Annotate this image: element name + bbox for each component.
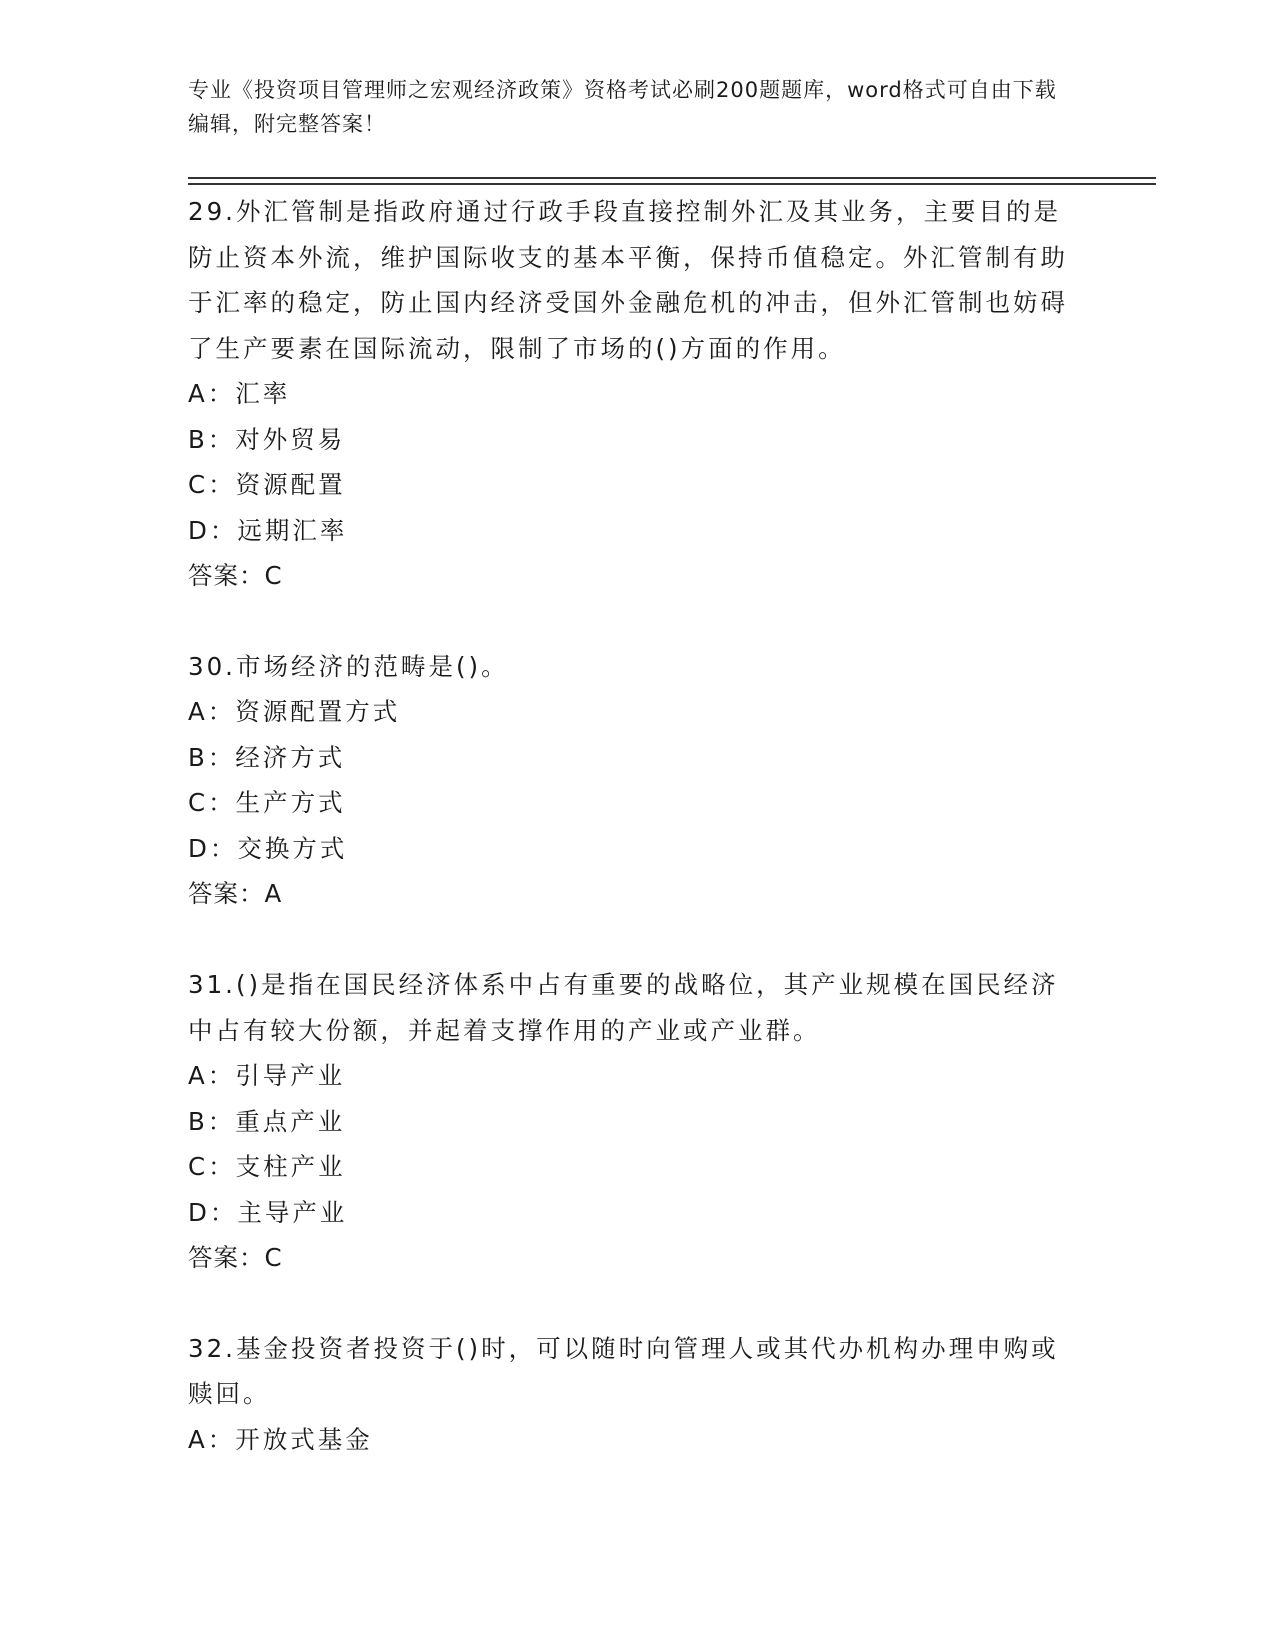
option-b: B：重点产业	[188, 1106, 346, 1136]
question-stem: 30.市场经济的范畴是()。	[188, 651, 509, 681]
header-divider-bottom	[188, 183, 1156, 185]
option-d: D：主导产业	[188, 1197, 348, 1227]
option-c: C：支柱产业	[188, 1152, 346, 1182]
option-b: B：经济方式	[188, 742, 346, 772]
question-31	[188, 962, 1068, 1281]
question-spacer	[188, 917, 1068, 962]
option-a: A：汇率	[188, 379, 291, 409]
question-stem: 31.()是指在国民经济体系中占有重要的战略位，其产业规模在国民经济中占有较大份额，并起着支撑作用的产业或产业群。	[188, 969, 1059, 1045]
question-stem: 29.外汇管制是指政府通过行政手段直接控制外汇及其业务，主要目的是防止资本外流，维护国际收支的基本平衡，保持币值稳定。外汇管制有助于汇率的稳定，防止国内经济受国外金融危机的冲击，但外汇管制也妨碍了生产要素在国际流动，限制了市场的()方面的作用。	[188, 197, 1068, 363]
document-header: 专业《投资项目管理师之宏观经济政策》资格考试必刷200题题库，word格式可自由下载编辑，附完整答案！	[188, 78, 1057, 136]
option-c: C：资源配置	[188, 470, 346, 500]
option-d: D：远期汇率	[188, 515, 348, 545]
question-29	[188, 189, 1068, 599]
answer-line: 答案：C	[188, 561, 283, 591]
option-c: C：生产方式	[188, 788, 346, 818]
answer-line: 答案：C	[188, 1243, 283, 1273]
question-list	[188, 189, 1068, 1462]
question-32	[188, 1326, 1068, 1463]
question-spacer	[188, 599, 1068, 644]
option-b: B：对外贸易	[188, 424, 346, 454]
question-stem: 32.基金投资者投资于()时，可以随时向管理人或其代办机构办理申购或赎回。	[188, 1333, 1059, 1409]
option-a: A：引导产业	[188, 1061, 346, 1091]
question-spacer	[188, 1281, 1068, 1326]
question-30	[188, 644, 1068, 917]
option-d: D：交换方式	[188, 833, 348, 863]
option-a: A：资源配置方式	[188, 697, 401, 727]
option-a: A：开放式基金	[188, 1424, 373, 1454]
header-divider-top	[188, 177, 1156, 179]
answer-line: 答案：A	[188, 879, 283, 909]
